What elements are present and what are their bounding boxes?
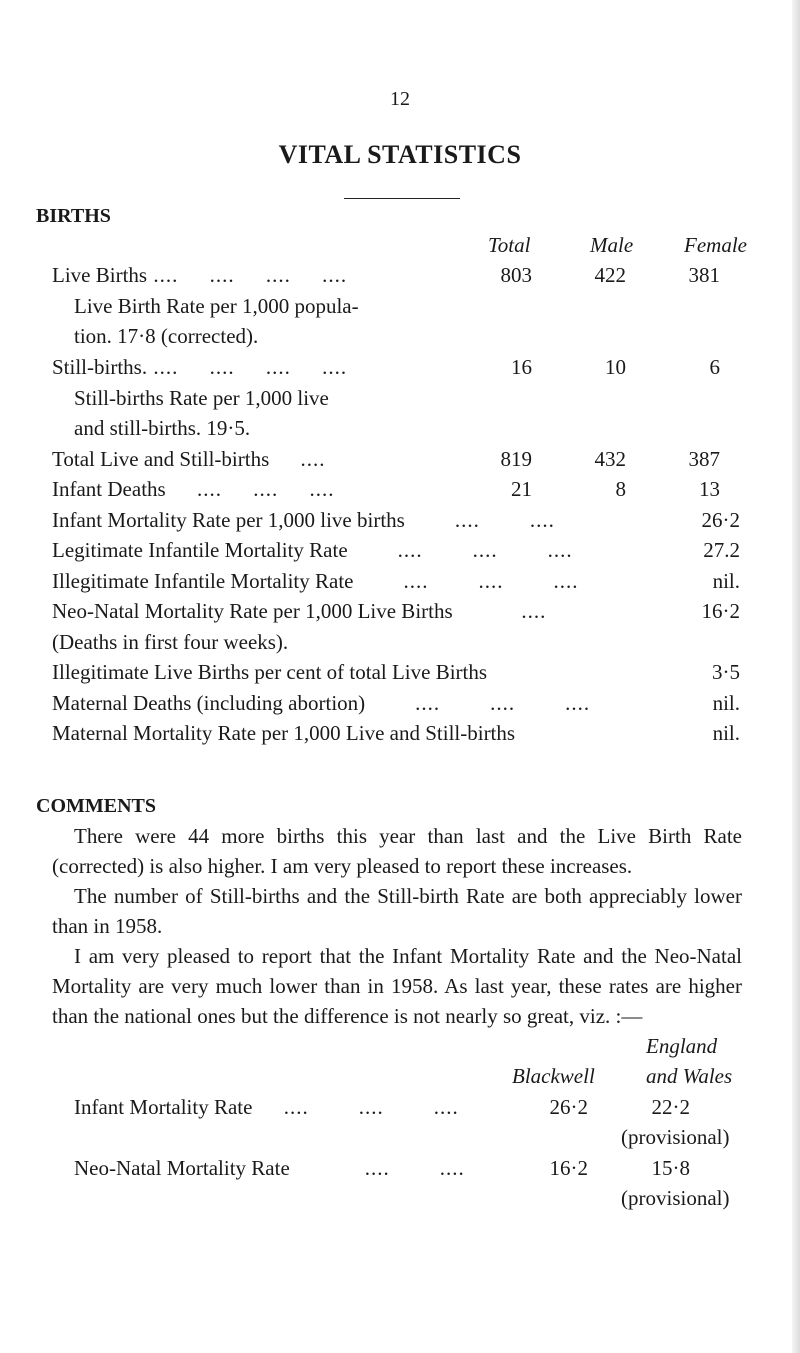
rate-row: Maternal Deaths (including abortion) .... .... ....	[52, 691, 591, 715]
col-england-header: England	[646, 1034, 718, 1058]
comments-body	[52, 821, 742, 1031]
col-blackwell-header: Blackwell	[512, 1064, 595, 1088]
comment-paragraph-1: There were 44 more births this year than last and the Live Birth Rate (corrected) is also higher. I am very pleased to report these increases.	[52, 824, 742, 878]
page-edge-shadow	[792, 0, 800, 1353]
infant-deaths-total: 21	[511, 477, 532, 501]
title-rule	[344, 198, 460, 199]
compare-blackwell-value: 26·2	[549, 1095, 588, 1119]
compare-row-label: Neo-Natal Mortality Rate .... ....	[74, 1156, 465, 1180]
live-births-male: 422	[594, 263, 626, 287]
comment-paragraph-2: The number of Still-births and the Still-birth Rate are both appreciably lower than in 1958.	[52, 884, 742, 938]
col-wales-header: and Wales	[646, 1064, 733, 1088]
live-rate-line2: tion. 17·8 (corrected).	[74, 324, 259, 348]
rate-row: Maternal Mortality Rate per 1,000 Live and Still-births	[52, 721, 516, 745]
rate-row: Infant Mortality Rate per 1,000 live births .... ....	[52, 508, 555, 532]
compare-england-value: 15·8	[651, 1156, 690, 1180]
comment-paragraph-3: I am very pleased to report that the Infant Mortality Rate and the Neo-Natal Mortality are very much lower than in 1958. As last year, these rates are higher than the national ones but the difference is not nearly so great, viz. :—	[52, 944, 742, 1028]
rate-value: 26·2	[701, 508, 740, 532]
total-live-still-total: 819	[500, 447, 532, 471]
rate-value: nil.	[712, 569, 740, 593]
infant-deaths-female: 13	[699, 477, 720, 501]
col-female-header: Female	[684, 233, 747, 257]
live-births-female: 381	[688, 263, 720, 287]
rate-row: Neo-Natal Mortality Rate per 1,000 Live Births ....	[52, 599, 547, 623]
col-male-header: Male	[590, 233, 634, 257]
rate-row: Illegitimate Infantile Mortality Rate .... .... ....	[52, 569, 579, 593]
rate-value: 27.2	[703, 538, 740, 562]
compare-blackwell-value: 16·2	[549, 1156, 588, 1180]
col-total-header: Total	[488, 233, 531, 257]
still-births-label: Still-births. .... .... .... ....	[52, 355, 348, 379]
still-births-female: 6	[709, 355, 720, 379]
still-births-total: 16	[511, 355, 532, 379]
infant-deaths-label: Infant Deaths .... .... ....	[52, 477, 335, 501]
rate-value: 3·5	[712, 660, 740, 684]
compare-england-value: 22·2	[651, 1095, 690, 1119]
still-rate-line1: Still-births Rate per 1,000 live	[74, 386, 329, 410]
page-title: VITAL STATISTICS	[278, 140, 522, 169]
total-live-still-female: 387	[688, 447, 720, 471]
live-births-total: 803	[500, 263, 532, 287]
rate-value: nil.	[712, 691, 740, 715]
infant-deaths-male: 8	[615, 477, 626, 501]
total-live-still-male: 432	[594, 447, 626, 471]
rate-value: 16·2	[701, 599, 740, 623]
rate-value: nil.	[712, 721, 740, 745]
live-rate-line1: Live Birth Rate per 1,000 popula-	[74, 294, 359, 318]
still-rate-line2: and still-births. 19·5.	[74, 416, 251, 440]
page-number: 12	[390, 88, 410, 110]
compare-note: (provisional)	[621, 1186, 730, 1210]
rate-row: Legitimate Infantile Mortality Rate .... .... ....	[52, 538, 573, 562]
comments-heading: COMMENTS	[36, 795, 156, 817]
neonatal-note: (Deaths in first four weeks).	[52, 630, 289, 654]
rate-row: Illegitimate Live Births per cent of total Live Births	[52, 660, 488, 684]
total-live-still-label: Total Live and Still-births ....	[52, 447, 326, 471]
compare-note: (provisional)	[621, 1125, 730, 1149]
births-heading: BIRTHS	[36, 205, 111, 227]
still-births-male: 10	[605, 355, 626, 379]
compare-row-label: Infant Mortality Rate .... .... ....	[74, 1095, 459, 1119]
live-births-label: Live Births .... .... .... ....	[52, 263, 348, 287]
